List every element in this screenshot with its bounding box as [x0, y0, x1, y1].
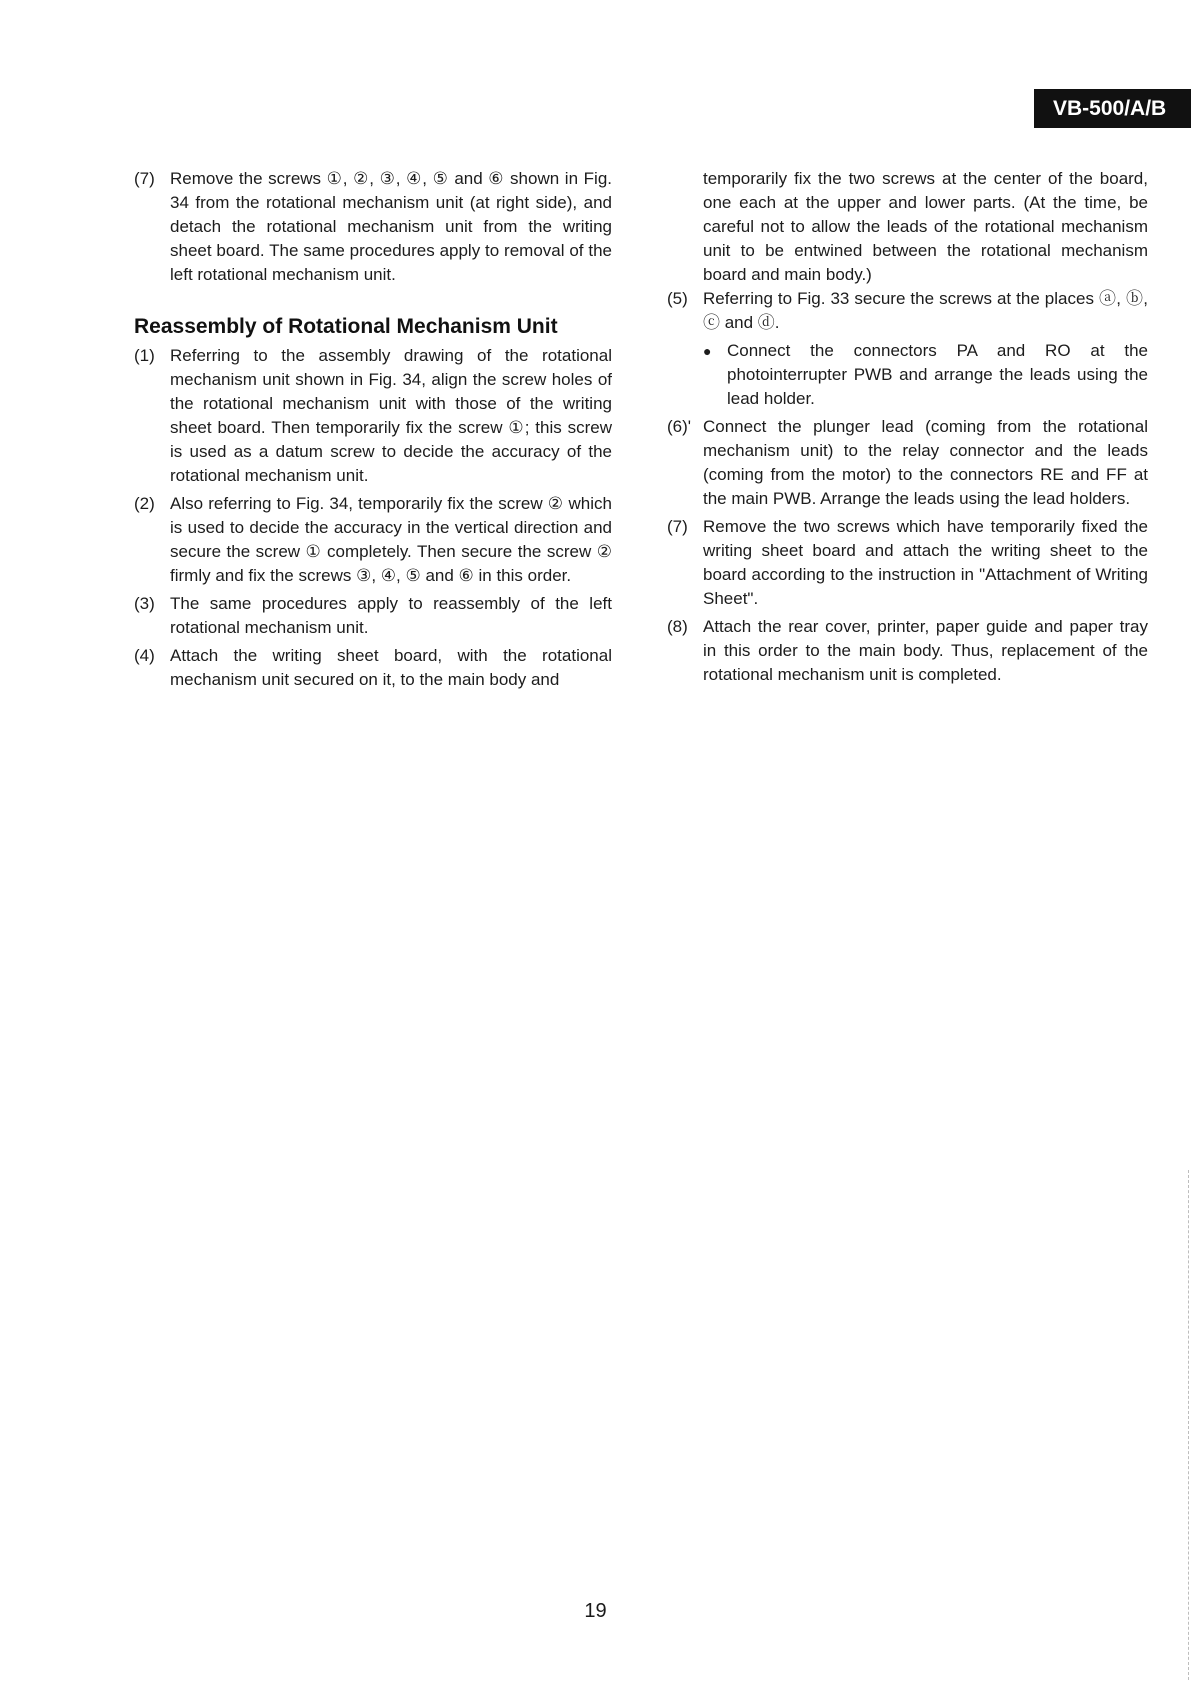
step-number: (6)': [667, 417, 692, 436]
step-number: (3): [134, 594, 155, 613]
step-number: (7): [667, 517, 688, 536]
page-number: 19: [584, 1600, 607, 1622]
reassembly-step-5: [667, 287, 1148, 335]
reassembly-step-3: [134, 592, 612, 640]
step-text: Attach the rear cover, printer, paper guide and paper tray in this order to the main body. Thus, replacement of the rotational mechanism unit is completed.: [703, 617, 1148, 684]
section-heading: Reassembly of Rotational Mechanism Unit: [134, 315, 558, 338]
step-4-continuation: temporarily fix the two screws at the center of the board, one each at the upper and lower parts. (At the time, be careful not to allow the leads of the rotational mechanism unit to be entwined between the rotational mechanism board and main body.): [703, 169, 1148, 284]
step-text: Attach the writing sheet board, with the rotational mechanism unit secured on it, to the main body and: [170, 646, 612, 689]
model-badge: VB-500/A/B: [1034, 89, 1191, 128]
step-text: Referring to Fig. 33 secure the screws at the places ⓐ, ⓑ, ⓒ and ⓓ.: [703, 289, 1148, 332]
step-number: (4): [134, 646, 155, 665]
step-number: (5): [667, 289, 688, 308]
step-text: Remove the screws ①, ②, ③, ④, ⑤ and ⑥ shown in Fig. 34 from the rotational mechanism unit (at right side), and detach the rotational mechanism unit from the writing sheet board. The same procedures apply to removal of the left rotational mechanism unit.: [170, 169, 612, 284]
step-text: Also referring to Fig. 34, temporarily fix the screw ② which is used to decide the accuracy in the vertical direction and secure the screw ① completely. Then secure the screw ② firmly and fix the screws ③, ④, ⑤ and ⑥ in this order.: [170, 494, 612, 585]
right-column: [667, 167, 1148, 691]
step-number: (8): [667, 617, 688, 636]
scan-edge-divider: [1188, 1170, 1189, 1680]
step-number: (1): [134, 346, 155, 365]
reassembly-step-6: [667, 415, 1148, 511]
left-column: [134, 167, 612, 696]
reassembly-step-2: [134, 492, 612, 588]
step-text: Connect the plunger lead (coming from the rotational mechanism unit) to the relay connector and the leads (coming from the motor) to the connectors RE and FF at the main PWB. Arrange the leads using the lead holders.: [703, 417, 1148, 508]
reassembly-step-8: [667, 615, 1148, 687]
connector-bullet: [667, 339, 1148, 411]
step-text: Referring to the assembly drawing of the rotational mechanism unit shown in Fig. 34, align the screw holes of the rotational mechanism unit with those of the writing sheet board. Then temporarily fix the screw ①; this screw is used as a datum screw to decide the accuracy of the rotational mechanism unit.: [170, 346, 612, 485]
step-number: (2): [134, 494, 155, 513]
bullet-icon: ●: [703, 343, 712, 359]
step-text: Remove the two screws which have temporarily fixed the writing sheet board and attach the writing sheet to the board according to the instruction in "Attachment of Writing Sheet".: [703, 517, 1148, 608]
removal-step-7: [134, 167, 612, 287]
reassembly-step-1: [134, 344, 612, 488]
reassembly-step-7: [667, 515, 1148, 611]
step-number: (7): [134, 169, 155, 188]
reassembly-step-4: [134, 644, 612, 692]
step-text: The same procedures apply to reassembly of the left rotational mechanism unit.: [170, 594, 612, 637]
bullet-text: Connect the connectors PA and RO at the photointerrupter PWB and arrange the leads using the lead holder.: [727, 341, 1148, 408]
